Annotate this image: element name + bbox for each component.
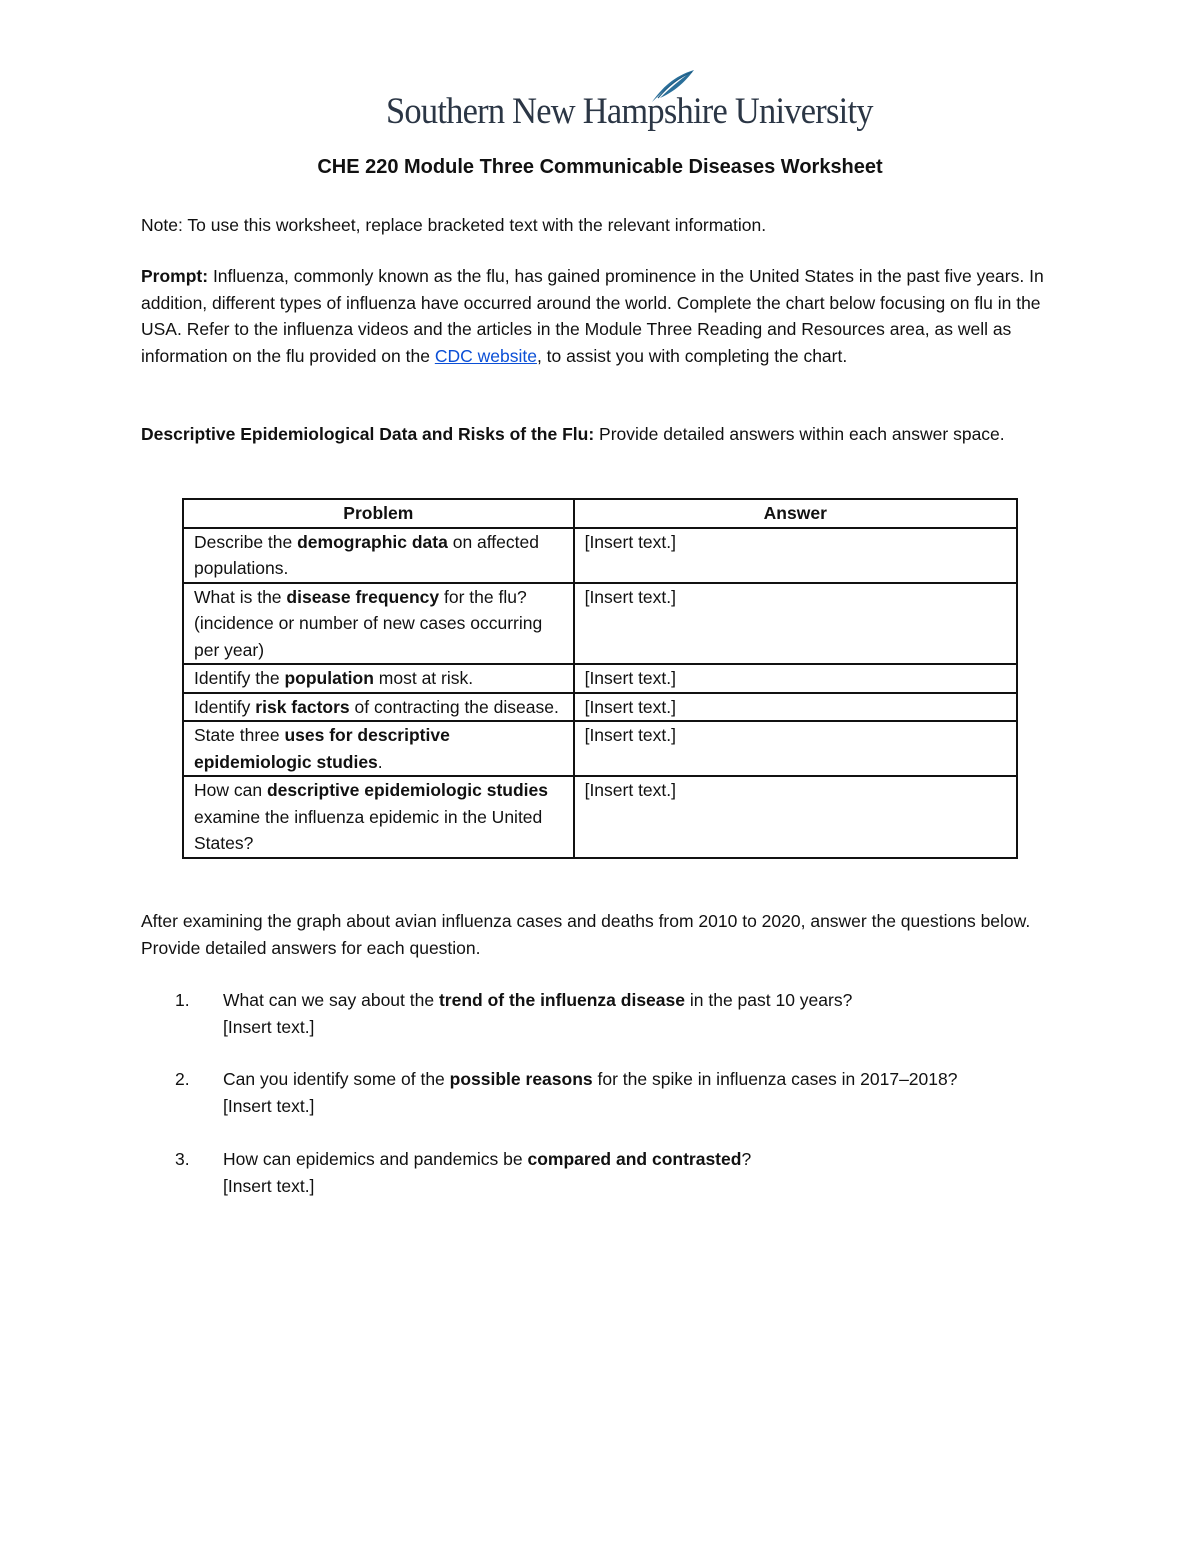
problem-text: What is the — [194, 586, 287, 607]
question-body — [223, 1146, 1073, 1199]
problem-text: State three — [194, 725, 285, 745]
problem-cell — [183, 693, 574, 722]
problem-cell — [183, 776, 574, 858]
prompt-text: Influenza, commonly known as the flu, has gained prominence in the United States in the past five years. In addition, different types of influenza have occurred around the world. Complete the chart below focusing on flu in the USA. Refer to the influenza videos and the articles in the Module Three Reading and Resources area, as well as information on the flu provided on the — [141, 266, 1044, 366]
question-answer[interactable]: [Insert text.] — [223, 1175, 315, 1196]
problem-keyword: demographic data — [297, 531, 448, 552]
cdc-website-link[interactable]: CDC website — [434, 345, 537, 366]
answer-header: Answer — [574, 499, 1017, 528]
problem-keyword: disease frequency — [286, 586, 440, 607]
problem-cell — [183, 721, 574, 776]
question-part: Can you identify some of the — [223, 1069, 450, 1089]
problem-text: How can — [194, 780, 267, 800]
graph-instructions: After examining the graph about avian influenza cases and deaths from 2010 to 2020, answer the questions below. Provide detailed answers for each question. — [141, 911, 1031, 958]
problem-text: most at risk. — [373, 668, 474, 688]
prompt-text-end: , to assist you with completing the chart. — [536, 345, 848, 366]
question-text — [223, 1066, 1073, 1093]
question-answer[interactable]: [Insert text.] — [223, 1095, 315, 1116]
question-number: 1. — [175, 990, 190, 1010]
question-part: What can we say about the — [223, 990, 439, 1010]
problem-text: on affected populations. — [194, 531, 539, 578]
question-number: 2. — [175, 1069, 190, 1089]
problem-text: of contracting the disease. — [349, 696, 559, 717]
note-paragraph — [141, 212, 1071, 239]
descriptive-label: Descriptive Epidemiological Data and Risks of the Flu: — [141, 424, 595, 444]
question-answer[interactable]: [Insert text.] — [223, 1016, 315, 1037]
descriptive-text: Provide detailed answers within each answer space. — [594, 424, 1005, 444]
problem-text: . — [377, 751, 383, 772]
table-row — [183, 664, 1017, 693]
university-logo — [386, 68, 873, 138]
problem-header: Problem — [183, 499, 574, 528]
question-text — [223, 1146, 1073, 1173]
question-part: ? — [741, 1149, 752, 1169]
problem-cell — [183, 528, 574, 583]
prompt-label: Prompt: — [141, 266, 209, 286]
problem-keyword: uses for descriptive epidemiologic studies — [194, 725, 450, 772]
answer-cell[interactable]: [Insert text.] — [574, 693, 1017, 722]
table-header-row — [183, 499, 1017, 528]
table-row — [183, 583, 1017, 665]
answer-cell[interactable]: [Insert text.] — [574, 528, 1017, 583]
table-row — [183, 776, 1017, 858]
page-title: CHE 220 Module Three Communicable Diseases Worksheet — [317, 156, 883, 178]
table-row — [183, 693, 1017, 722]
problem-text: Identify the — [194, 668, 285, 688]
table-row — [183, 528, 1017, 583]
question-keyword: trend of the influenza disease — [438, 990, 685, 1010]
problem-keyword: risk factors — [255, 696, 350, 717]
problem-text: Identify — [194, 696, 256, 717]
problem-keyword: descriptive epidemiologic studies — [266, 780, 549, 800]
answer-cell[interactable]: [Insert text.] — [574, 721, 1017, 776]
question-part: in the past 10 years? — [685, 990, 853, 1010]
problem-text: Describe the — [194, 531, 298, 552]
note-text: To use this worksheet, replace bracketed text with the relevant information. — [182, 215, 767, 235]
epidemiology-table — [182, 498, 1018, 859]
question-text — [223, 987, 1073, 1014]
problem-cell — [183, 583, 574, 665]
table-row — [183, 721, 1017, 776]
answer-cell[interactable]: [Insert text.] — [574, 664, 1017, 693]
problem-keyword: population — [284, 668, 374, 688]
note-label: Note: — [141, 215, 183, 235]
problem-text: examine the influenza epidemic in the United States? — [194, 806, 543, 853]
question-body — [223, 1066, 1073, 1119]
question-part: for the spike in influenza cases in 2017–2018? — [592, 1069, 958, 1089]
problem-cell — [183, 664, 574, 693]
problem-text: for the flu? (incidence or number of new cases occurring per year) — [194, 586, 543, 660]
leaf-icon — [648, 68, 698, 104]
question-body — [223, 987, 1073, 1040]
question-keyword: compared and contrasted — [527, 1149, 742, 1169]
prompt-paragraph — [141, 263, 1071, 369]
question-number: 3. — [175, 1149, 190, 1169]
answer-cell[interactable]: [Insert text.] — [574, 776, 1017, 858]
descriptive-paragraph — [141, 421, 1071, 448]
question-part: How can epidemics and pandemics be — [223, 1149, 528, 1169]
question-keyword: possible reasons — [449, 1069, 593, 1089]
logo-text: Southern New Hampshire University — [386, 91, 873, 132]
answer-cell[interactable]: [Insert text.] — [574, 583, 1017, 665]
